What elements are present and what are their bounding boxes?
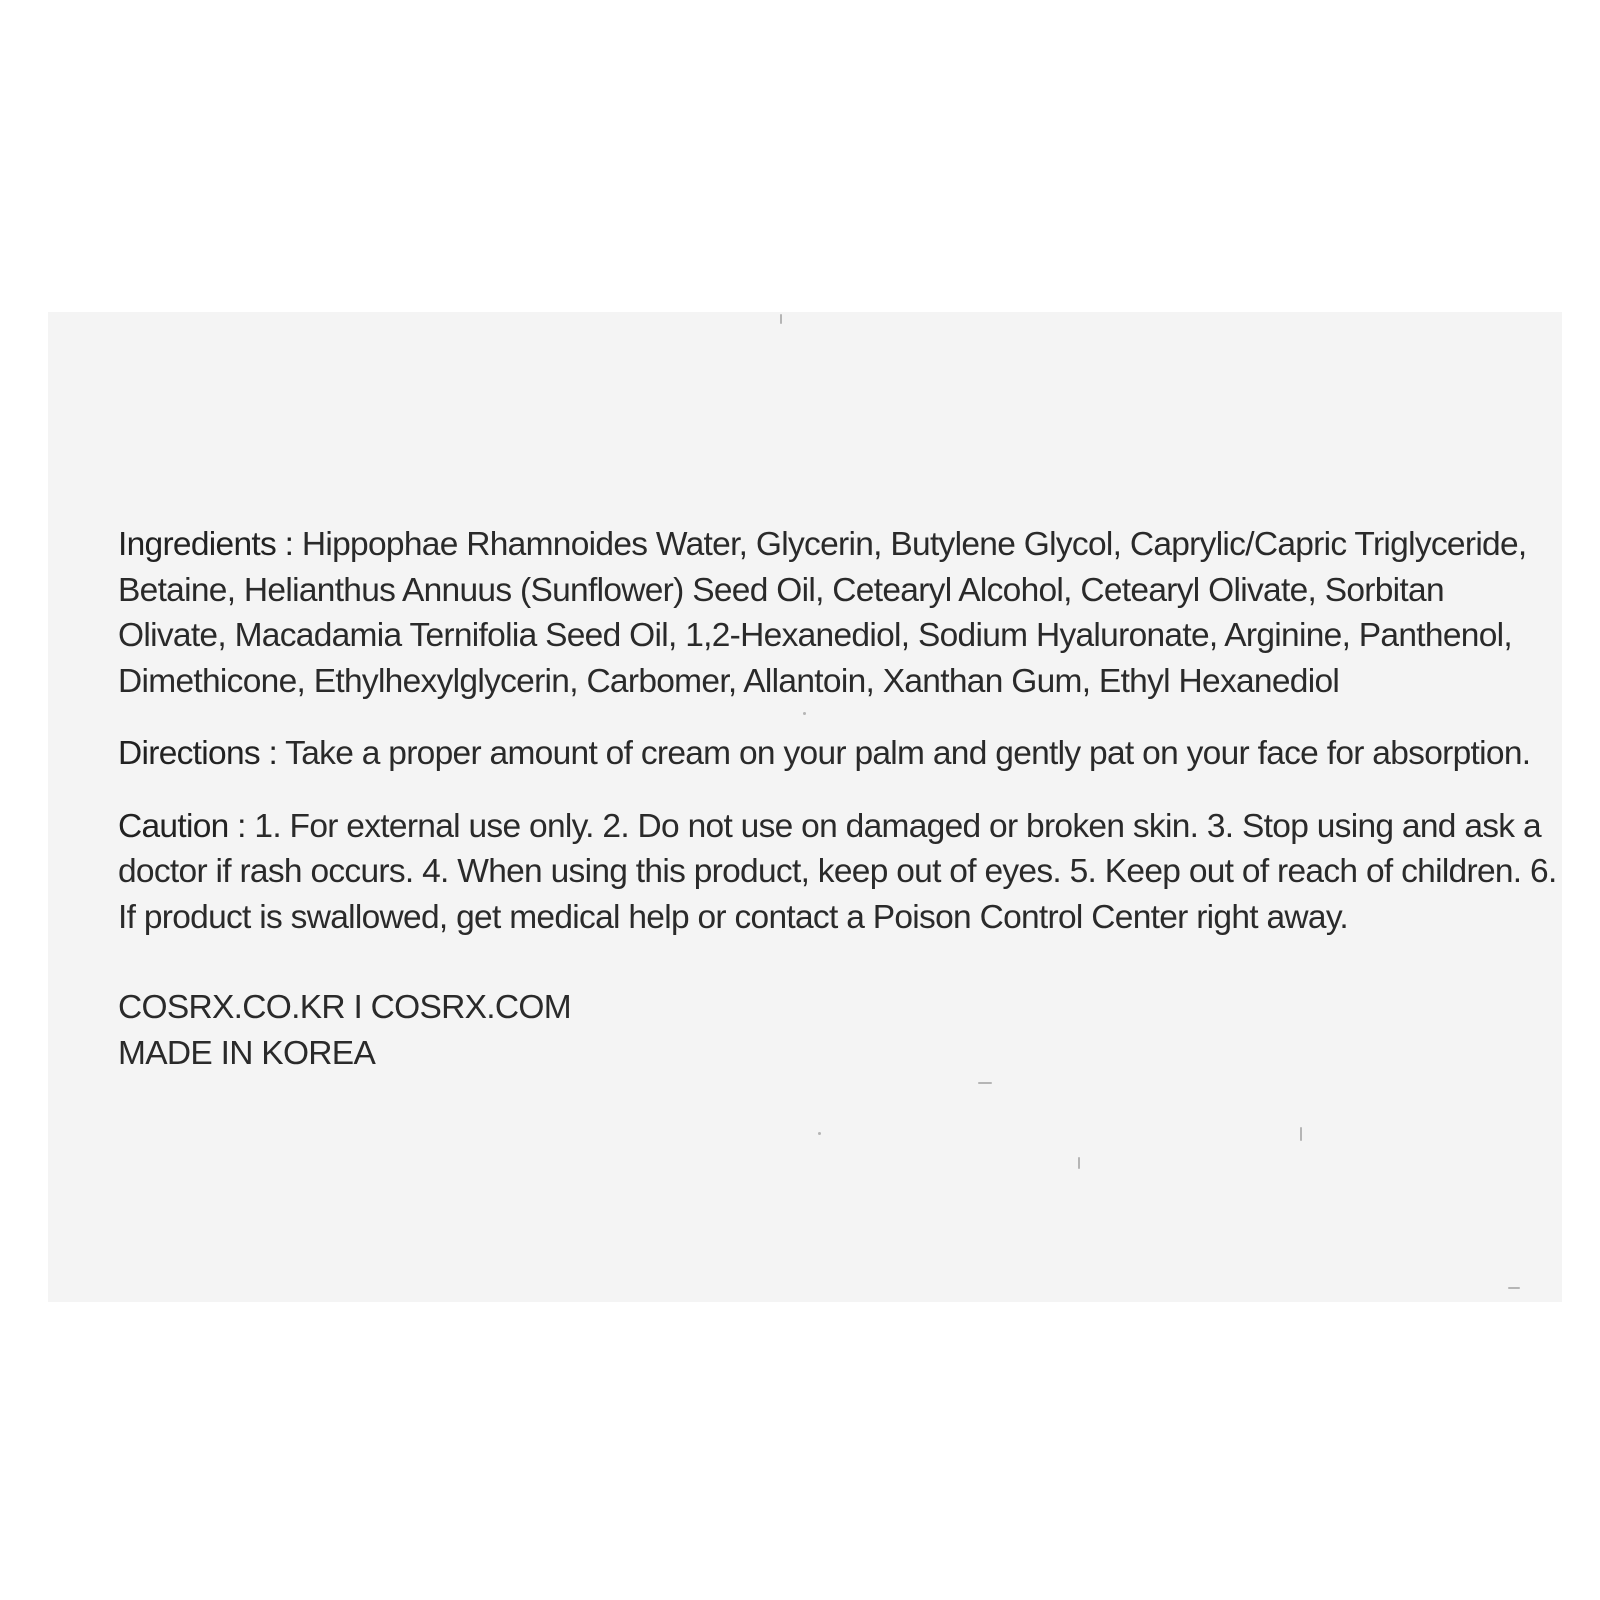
ingredients-section — [118, 522, 1558, 704]
directions-text: Take a proper amount of cream on your palm and gently pat on your face for absorption. — [285, 735, 1531, 772]
ingredients-text: Hippophae Rhamnoides Water, Glycerin, Butylene Glycol, Caprylic/Capric Triglyceride, Betaine, Helianthus Annuus (Sunflower) Seed Oil, Cetearyl Alcohol, Cetearyl Olivate, Sorbitan Olivate, Macadamia Ternifolia Seed Oil, 1,2-Hexanediol, Sodium Hyaluronate, Arginine, Panthenol, Dimethicone, Ethylhexylglycerin, Carbomer, Allantoin, Xanthan Gum, Ethyl Hexanediol — [118, 526, 1527, 700]
paper-speck — [1078, 1157, 1080, 1169]
origin-text: MADE IN KOREA — [118, 1034, 376, 1072]
caution-label: Caution : — [118, 807, 246, 845]
paper-speck — [1508, 1287, 1520, 1289]
directions-label: Directions : — [118, 735, 278, 772]
product-label-panel — [48, 312, 1562, 1302]
footer — [118, 985, 1558, 1076]
caution-text: 1. For external use only. 2. Do not use on damaged or broken skin. 3. Stop using and ask a doctor if rash occurs. 4. When using this product, keep out of eyes. 5. Keep out of reach of children. 6. If product is swallowed, get medical help or contact a Poison Control Center right away. — [118, 807, 1557, 936]
caution-section — [118, 804, 1558, 941]
ingredients-label: Ingredients : — [118, 526, 294, 563]
paper-speck — [978, 1082, 992, 1084]
paper-speck — [1300, 1127, 1302, 1141]
paper-speck — [780, 314, 782, 324]
website-text: COSRX.CO.KR I COSRX.COM — [118, 989, 571, 1026]
directions-section — [118, 731, 1558, 777]
label-text-block — [118, 522, 1558, 1076]
paper-speck — [818, 1132, 821, 1135]
